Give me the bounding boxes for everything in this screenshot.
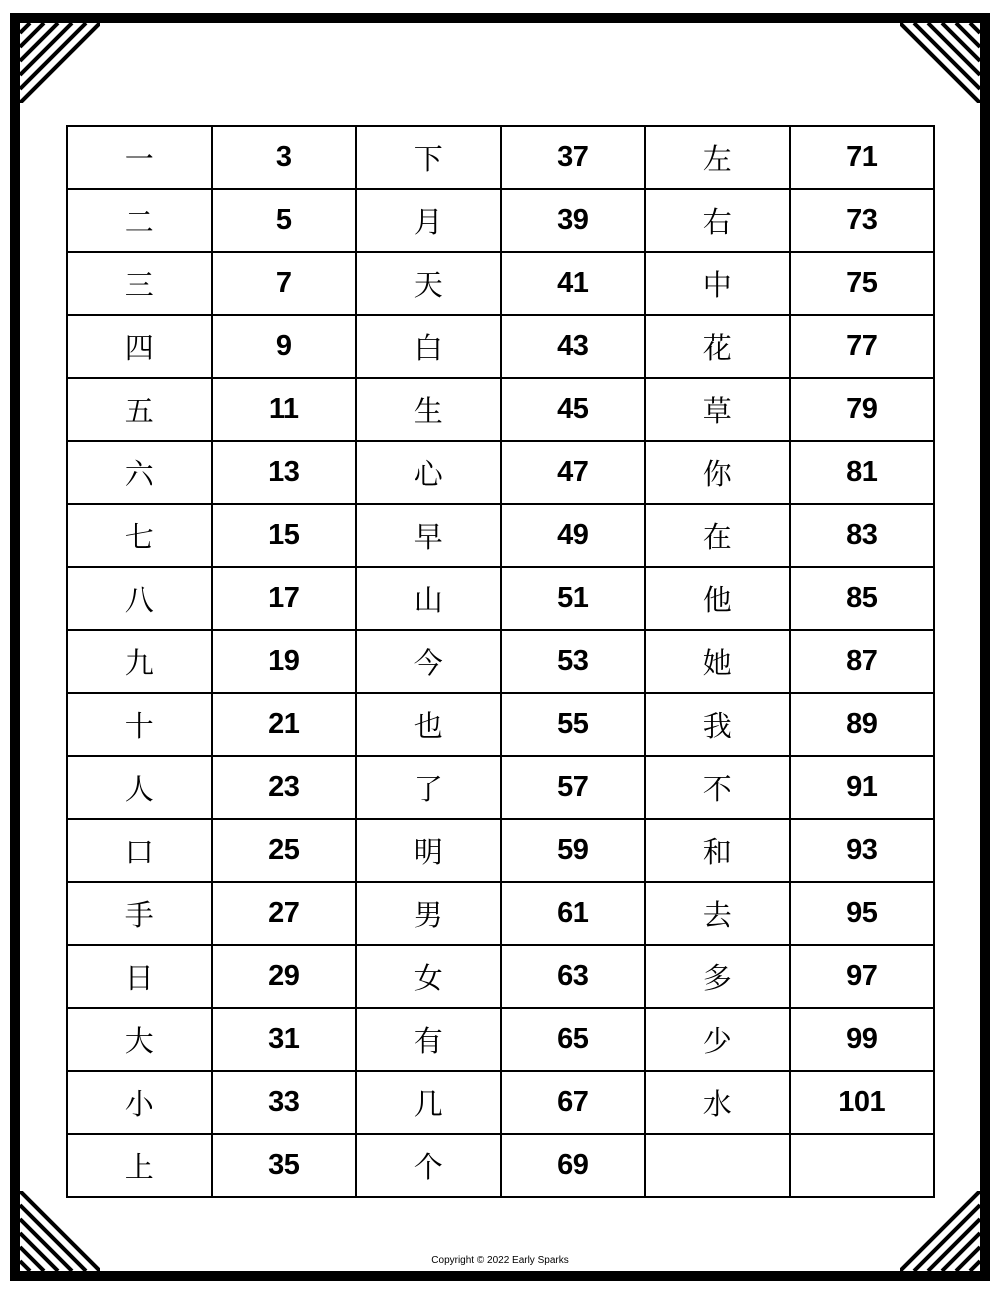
character-cell: 天 bbox=[356, 252, 501, 315]
character-cell: 有 bbox=[356, 1008, 501, 1071]
character-cell: 心 bbox=[356, 441, 501, 504]
number-cell: 23 bbox=[212, 756, 357, 819]
number-cell: 63 bbox=[501, 945, 646, 1008]
number-cell: 17 bbox=[212, 567, 357, 630]
number-cell: 55 bbox=[501, 693, 646, 756]
table-row bbox=[67, 567, 934, 630]
character-cell: 明 bbox=[356, 819, 501, 882]
number-cell: 39 bbox=[501, 189, 646, 252]
character-cell: 左 bbox=[645, 126, 790, 189]
number-cell: 7 bbox=[212, 252, 357, 315]
character-cell: 七 bbox=[67, 504, 212, 567]
number-cell: 99 bbox=[790, 1008, 935, 1071]
table-body bbox=[67, 126, 934, 1197]
character-cell: 下 bbox=[356, 126, 501, 189]
number-cell: 19 bbox=[212, 630, 357, 693]
number-cell: 29 bbox=[212, 945, 357, 1008]
character-cell: 你 bbox=[645, 441, 790, 504]
character-cell: 右 bbox=[645, 189, 790, 252]
table-row bbox=[67, 441, 934, 504]
number-cell: 57 bbox=[501, 756, 646, 819]
number-cell: 51 bbox=[501, 567, 646, 630]
character-cell: 去 bbox=[645, 882, 790, 945]
character-cell: 中 bbox=[645, 252, 790, 315]
character-cell: 水 bbox=[645, 1071, 790, 1134]
number-cell: 67 bbox=[501, 1071, 646, 1134]
corner-stripes-top-left bbox=[20, 23, 100, 103]
character-cell: 也 bbox=[356, 693, 501, 756]
number-cell: 61 bbox=[501, 882, 646, 945]
number-cell: 37 bbox=[501, 126, 646, 189]
character-cell: 早 bbox=[356, 504, 501, 567]
table-row bbox=[67, 504, 934, 567]
number-cell: 85 bbox=[790, 567, 935, 630]
number-cell: 81 bbox=[790, 441, 935, 504]
table-row bbox=[67, 126, 934, 189]
table-row bbox=[67, 693, 934, 756]
character-cell: 八 bbox=[67, 567, 212, 630]
copyright-notice: Copyright © 2022 Early Sparks bbox=[431, 1255, 569, 1266]
character-cell: 九 bbox=[67, 630, 212, 693]
character-cell: 四 bbox=[67, 315, 212, 378]
character-cell: 人 bbox=[67, 756, 212, 819]
character-cell: 二 bbox=[67, 189, 212, 252]
number-cell bbox=[790, 1134, 935, 1197]
character-cell: 手 bbox=[67, 882, 212, 945]
character-cell: 在 bbox=[645, 504, 790, 567]
character-cell: 上 bbox=[67, 1134, 212, 1197]
character-cell: 山 bbox=[356, 567, 501, 630]
number-cell: 97 bbox=[790, 945, 935, 1008]
number-cell: 9 bbox=[212, 315, 357, 378]
character-cell: 口 bbox=[67, 819, 212, 882]
number-cell: 15 bbox=[212, 504, 357, 567]
number-cell: 89 bbox=[790, 693, 935, 756]
character-cell: 不 bbox=[645, 756, 790, 819]
character-cell: 小 bbox=[67, 1071, 212, 1134]
character-cell: 六 bbox=[67, 441, 212, 504]
character-cell: 个 bbox=[356, 1134, 501, 1197]
number-cell: 31 bbox=[212, 1008, 357, 1071]
number-cell: 93 bbox=[790, 819, 935, 882]
table-row bbox=[67, 630, 934, 693]
character-cell: 女 bbox=[356, 945, 501, 1008]
character-cell: 今 bbox=[356, 630, 501, 693]
table-row bbox=[67, 945, 934, 1008]
character-cell: 了 bbox=[356, 756, 501, 819]
number-cell: 3 bbox=[212, 126, 357, 189]
table-row bbox=[67, 1008, 934, 1071]
character-cell: 多 bbox=[645, 945, 790, 1008]
number-cell: 53 bbox=[501, 630, 646, 693]
number-cell: 59 bbox=[501, 819, 646, 882]
character-cell: 花 bbox=[645, 315, 790, 378]
character-cell: 和 bbox=[645, 819, 790, 882]
table-row bbox=[67, 252, 934, 315]
number-cell: 47 bbox=[501, 441, 646, 504]
number-cell: 33 bbox=[212, 1071, 357, 1134]
number-cell: 83 bbox=[790, 504, 935, 567]
table-row bbox=[67, 756, 934, 819]
number-cell: 5 bbox=[212, 189, 357, 252]
number-cell: 79 bbox=[790, 378, 935, 441]
number-cell: 41 bbox=[501, 252, 646, 315]
number-cell: 65 bbox=[501, 1008, 646, 1071]
number-cell: 49 bbox=[501, 504, 646, 567]
corner-stripes-top-right bbox=[900, 23, 980, 103]
character-cell: 少 bbox=[645, 1008, 790, 1071]
character-number-table bbox=[66, 125, 935, 1198]
table-row bbox=[67, 189, 934, 252]
character-cell: 他 bbox=[645, 567, 790, 630]
character-cell: 我 bbox=[645, 693, 790, 756]
number-cell: 75 bbox=[790, 252, 935, 315]
number-cell: 27 bbox=[212, 882, 357, 945]
character-cell: 月 bbox=[356, 189, 501, 252]
character-cell: 男 bbox=[356, 882, 501, 945]
character-cell: 大 bbox=[67, 1008, 212, 1071]
table-row bbox=[67, 819, 934, 882]
number-cell: 91 bbox=[790, 756, 935, 819]
number-cell: 95 bbox=[790, 882, 935, 945]
number-cell: 13 bbox=[212, 441, 357, 504]
character-cell: 生 bbox=[356, 378, 501, 441]
character-cell bbox=[645, 1134, 790, 1197]
number-cell: 43 bbox=[501, 315, 646, 378]
number-cell: 73 bbox=[790, 189, 935, 252]
table-row bbox=[67, 315, 934, 378]
number-cell: 71 bbox=[790, 126, 935, 189]
number-cell: 25 bbox=[212, 819, 357, 882]
character-cell: 白 bbox=[356, 315, 501, 378]
table-row bbox=[67, 1071, 934, 1134]
number-cell: 69 bbox=[501, 1134, 646, 1197]
character-cell: 草 bbox=[645, 378, 790, 441]
character-cell: 日 bbox=[67, 945, 212, 1008]
character-cell: 她 bbox=[645, 630, 790, 693]
table-row bbox=[67, 1134, 934, 1197]
number-cell: 87 bbox=[790, 630, 935, 693]
number-cell: 101 bbox=[790, 1071, 935, 1134]
table-row bbox=[67, 378, 934, 441]
number-cell: 45 bbox=[501, 378, 646, 441]
number-cell: 21 bbox=[212, 693, 357, 756]
character-cell: 几 bbox=[356, 1071, 501, 1134]
table-row bbox=[67, 882, 934, 945]
number-cell: 35 bbox=[212, 1134, 357, 1197]
number-cell: 77 bbox=[790, 315, 935, 378]
number-cell: 11 bbox=[212, 378, 357, 441]
character-cell: 三 bbox=[67, 252, 212, 315]
character-cell: 十 bbox=[67, 693, 212, 756]
character-cell: 五 bbox=[67, 378, 212, 441]
character-cell: 一 bbox=[67, 126, 212, 189]
